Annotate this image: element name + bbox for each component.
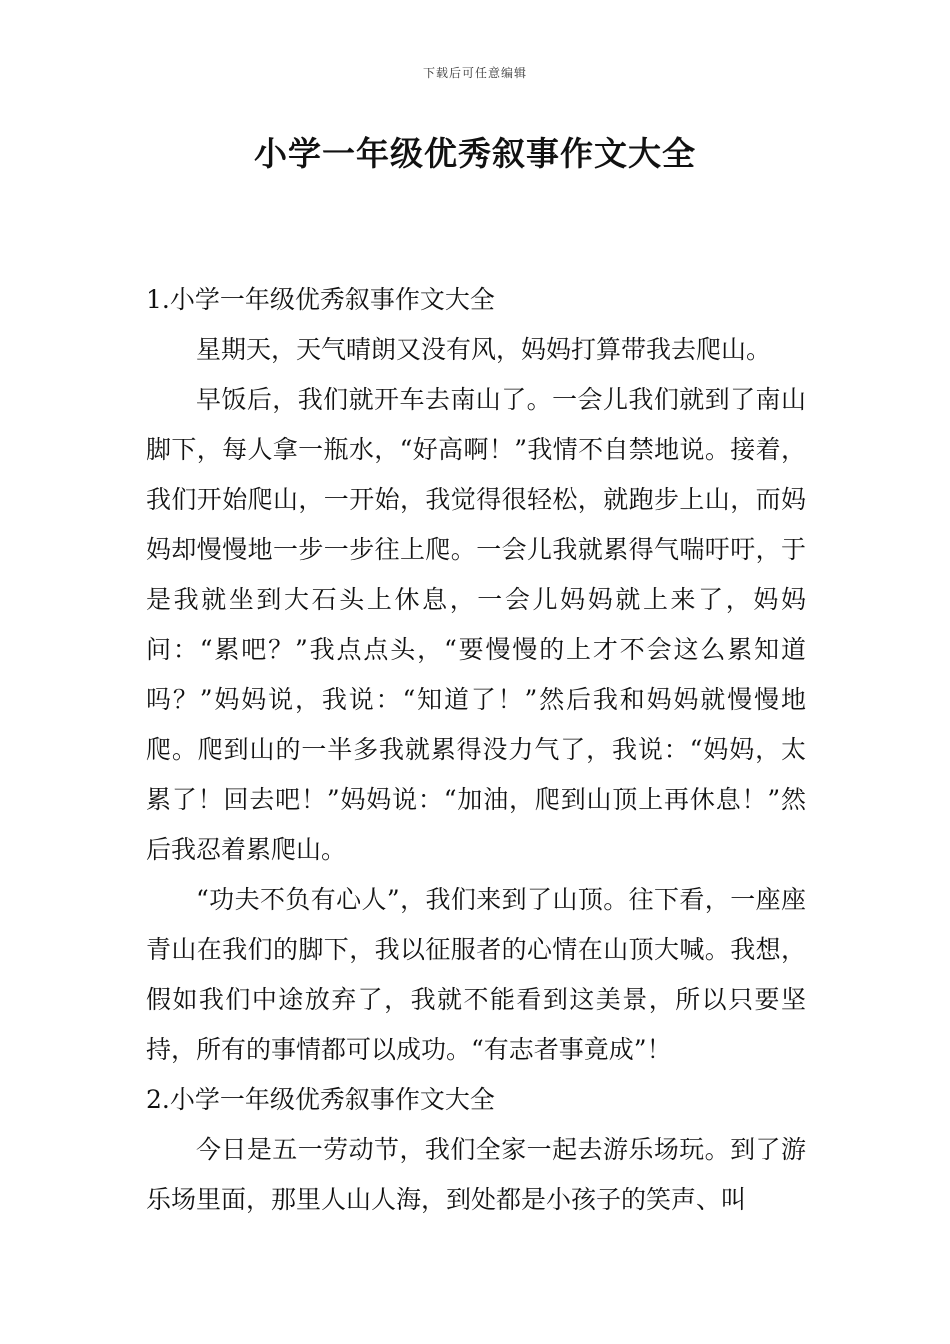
section-heading: 2.小学一年级优秀叙事作文大全 bbox=[146, 1085, 495, 1114]
paragraph: “功夫不负有心人”，我们来到了山顶。往下看，一座座青山在我们的脚下，我以征服者的心情在山顶大喊。我想，假如我们中途放弃了，我就不能看到这美景，所以只要坚持，所有的事情都可以成功。“有志者事竟成”！ bbox=[146, 885, 806, 1064]
section-heading: 1.小学一年级优秀叙事作文大全 bbox=[146, 285, 495, 314]
paragraph: 星期天，天气晴朗又没有风，妈妈打算带我去爬山。 bbox=[196, 335, 772, 364]
document-title: 小学一年级优秀叙事作文大全 bbox=[254, 134, 696, 173]
document-body bbox=[146, 275, 806, 1225]
paragraph: 早饭后，我们就开车去南山了。一会儿我们就到了南山脚下，每人拿一瓶水，“好高啊！”我情不自禁地说。接着，我们开始爬山，一开始，我觉得很轻松，就跑步上山，而妈妈却慢慢地一步一步往上爬。一会儿我就累得气喘吁吁，于是我就坐到大石头上休息，一会儿妈妈就上来了，妈妈问：“累吧？”我点点头，“要慢慢的上才不会这么累知道吗？”妈妈说，我说：“知道了！”然后我和妈妈就慢慢地爬。爬到山的一半多我就累得没力气了，我说：“妈妈，太累了！回去吧！”妈妈说：“加油，爬到山顶上再休息！”然后我忍着累爬山。 bbox=[146, 385, 806, 864]
paragraph: 今日是五一劳动节，我们全家一起去游乐场玩。到了游乐场里面，那里人山人海，到处都是小孩子的笑声、叫 bbox=[146, 1135, 806, 1214]
header-note: 下载后可任意编辑 bbox=[422, 66, 527, 80]
